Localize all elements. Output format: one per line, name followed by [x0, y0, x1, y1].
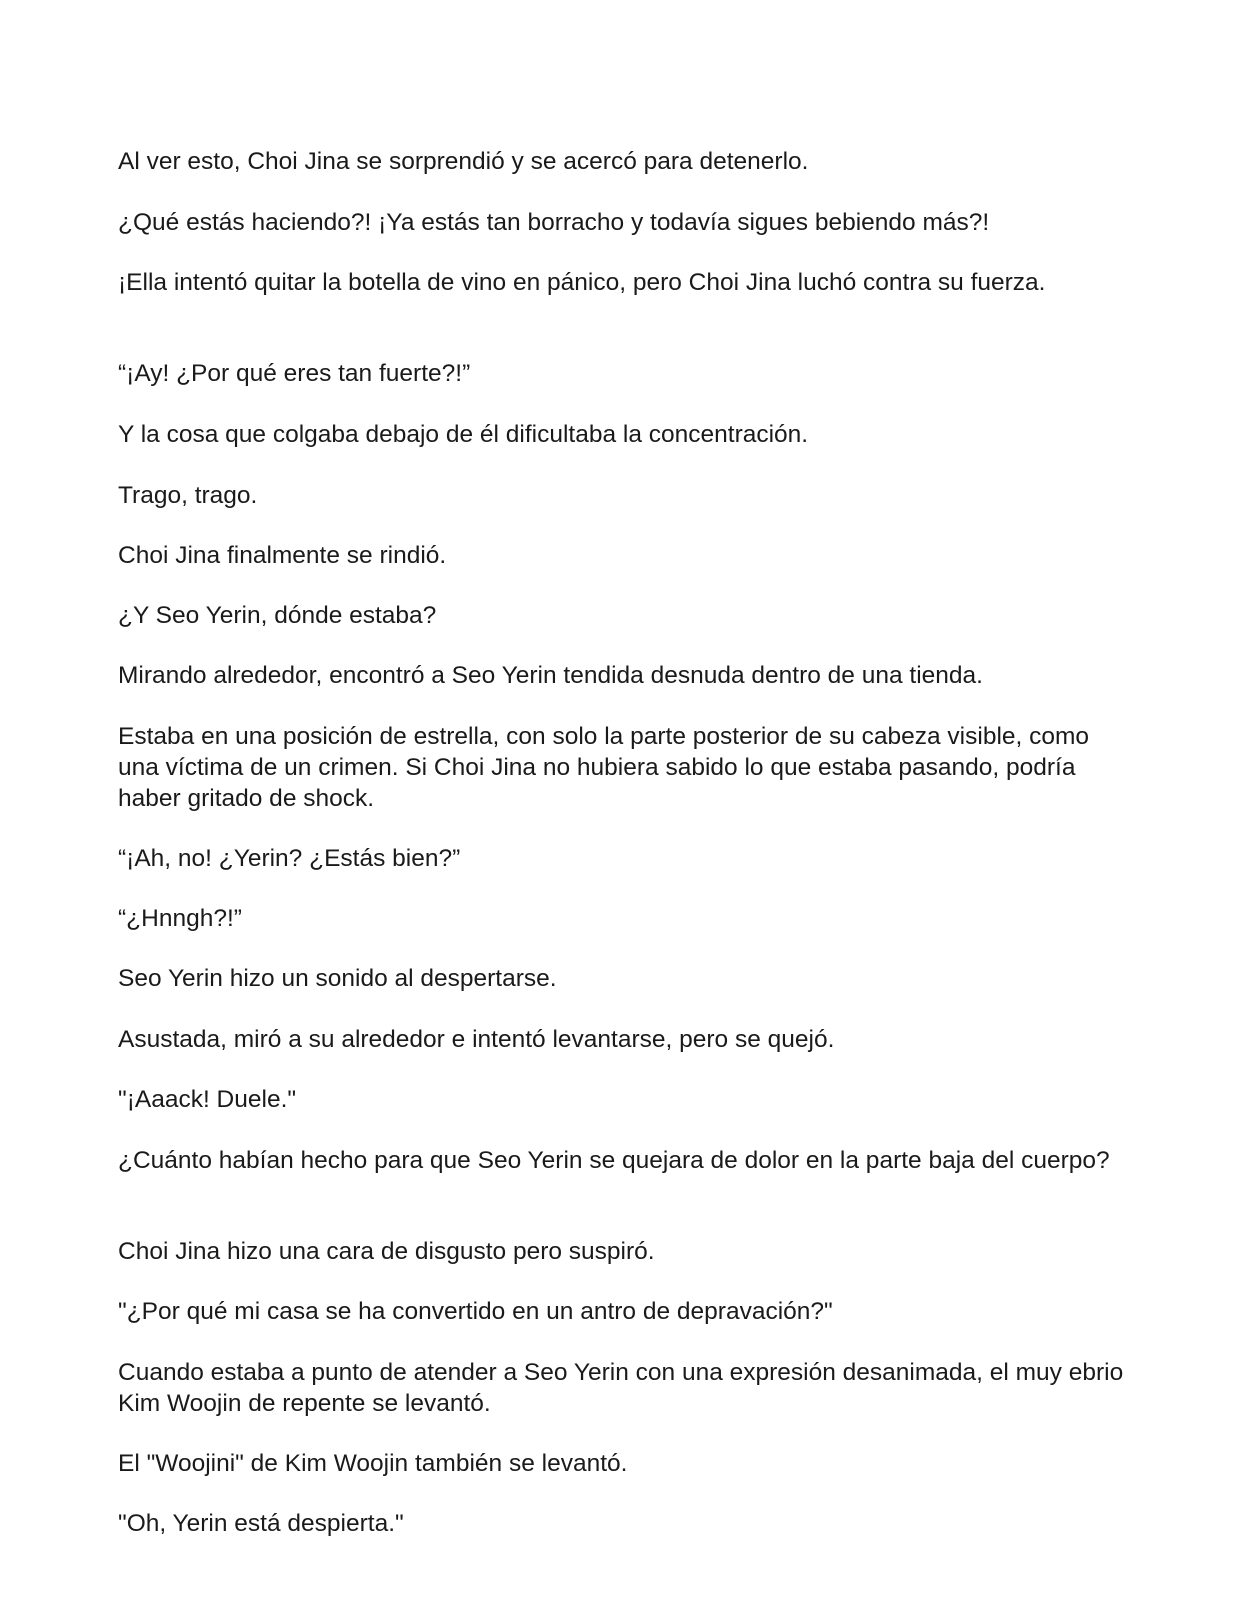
paragraph: ¿Cuánto habían hecho para que Seo Yerin se quejara de dolor en la parte baja del cuerpo? — [118, 1147, 1110, 1174]
paragraph: ¿Y Seo Yerin, dónde estaba? — [118, 602, 437, 629]
paragraph: Cuando estaba a punto de atender a Seo Yerin con una expresión desanimada, el muy ebrio Kim Woojin de repente se levantó. — [118, 1359, 1124, 1417]
paragraph: Mirando alrededor, encontró a Seo Yerin tendida desnuda dentro de una tienda. — [118, 662, 983, 689]
paragraph: Seo Yerin hizo un sonido al despertarse. — [118, 965, 557, 992]
paragraph: “¡Ah, no! ¿Yerin? ¿Estás bien?” — [118, 845, 461, 872]
paragraph: “¡Ay! ¿Por qué eres tan fuerte?!” — [118, 360, 471, 387]
paragraph: Al ver esto, Choi Jina se sorprendió y se acercó para detenerlo. — [118, 148, 809, 175]
paragraph: Estaba en una posición de estrella, con solo la parte posterior de su cabeza visible, como una víctima de un crimen. Si Choi Jina no hubiera sabido lo que estaba pasando, podría haber gritado de shock. — [118, 723, 1090, 812]
paragraph: "¡Aaack! Duele." — [118, 1086, 297, 1113]
paragraph: Asustada, miró a su alrededor e intentó levantarse, pero se quejó. — [118, 1026, 835, 1053]
paragraph: Trago, trago. — [118, 482, 258, 509]
paragraph: Choi Jina hizo una cara de disgusto pero suspiró. — [118, 1238, 655, 1265]
paragraph: "Oh, Yerin está despierta." — [118, 1510, 404, 1537]
paragraph: “¿Hnngh?!” — [118, 905, 242, 932]
paragraph: Y la cosa que colgaba debajo de él dificultaba la concentración. — [118, 421, 809, 448]
paragraph: ¿Qué estás haciendo?! ¡Ya estás tan borracho y todavía sigues bebiendo más?! — [118, 209, 990, 236]
paragraph: "¿Por qué mi casa se ha convertido en un antro de depravación?" — [118, 1298, 833, 1325]
paragraph: El "Woojini" de Kim Woojin también se levantó. — [118, 1450, 628, 1477]
paragraph: ¡Ella intentó quitar la botella de vino en pánico, pero Choi Jina luchó contra su fuerza. — [118, 269, 1046, 296]
paragraph: Choi Jina finalmente se rindió. — [118, 542, 447, 569]
